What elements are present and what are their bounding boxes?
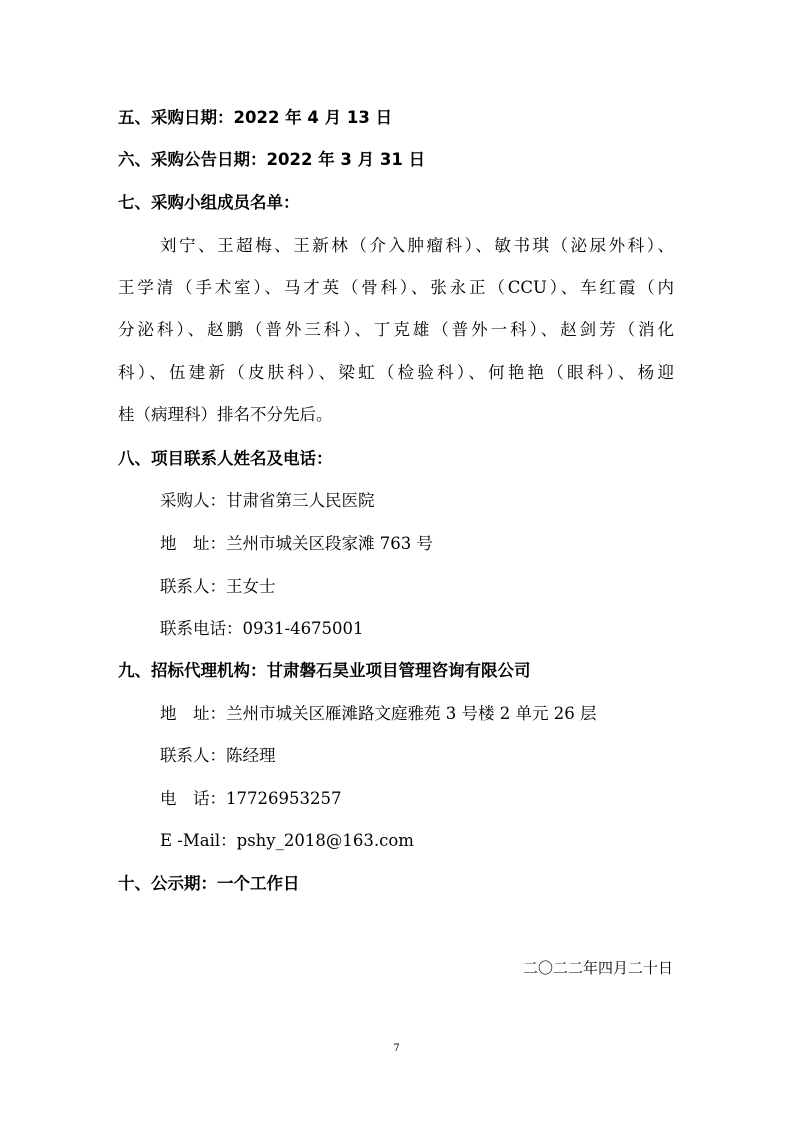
purchaser-contact-line: 联系人：王女士 [160,577,276,596]
document-date: 二〇二二年四月二十日 [522,959,673,977]
members-line-2: 王学清（手术室）、马才英（骨科）、张永正（CCU）、车红霞（内 [118,278,674,297]
agency-email-line: E -Mail：pshy_2018@163.com [160,831,414,850]
members-line-1: 刘宁、王超梅、王新林（介入肿瘤科）、敏书琪（泌尿外科）、 [160,236,674,255]
agency-phone-line: 电 话：17726953257 [160,789,342,808]
section-seven-heading: 七、采购小组成员名单： [118,193,300,212]
members-line-4: 科）、伍建新（皮肤科）、梁虹（检验科）、何艳艳（眼科）、杨迎 [118,363,674,382]
members-line-3: 分泌科）、赵鹏（普外三科）、丁克雄（普外一科）、赵剑芳（消化 [118,320,674,339]
section-six-announcement-date: 六、采购公告日期：2022 年 3 月 31 日 [118,150,426,169]
purchaser-phone-line: 联系电话：0931-4675001 [160,619,364,638]
agency-address-line: 地 址：兰州市城关区雁滩路文庭雅苑 3 号楼 2 单元 26 层 [160,704,597,723]
purchaser-address-line: 地 址：兰州市城关区段家滩 763 号 [160,534,433,553]
section-five-purchase-date: 五、采购日期：2022 年 4 月 13 日 [118,108,393,127]
section-eight-heading: 八、项目联系人姓名及电话： [118,449,333,468]
section-nine-heading: 九、招标代理机构：甘肃磐石昊业项目管理咨询有限公司 [118,661,531,680]
agency-contact-line: 联系人：陈经理 [160,746,276,765]
page-number: 7 [393,1043,400,1054]
members-line-5: 桂（病理科）排名不分先后。 [118,405,333,424]
purchaser-line: 采购人：甘肃省第三人民医院 [160,491,375,510]
section-ten-notice-period: 十、公示期：一个工作日 [118,874,300,893]
